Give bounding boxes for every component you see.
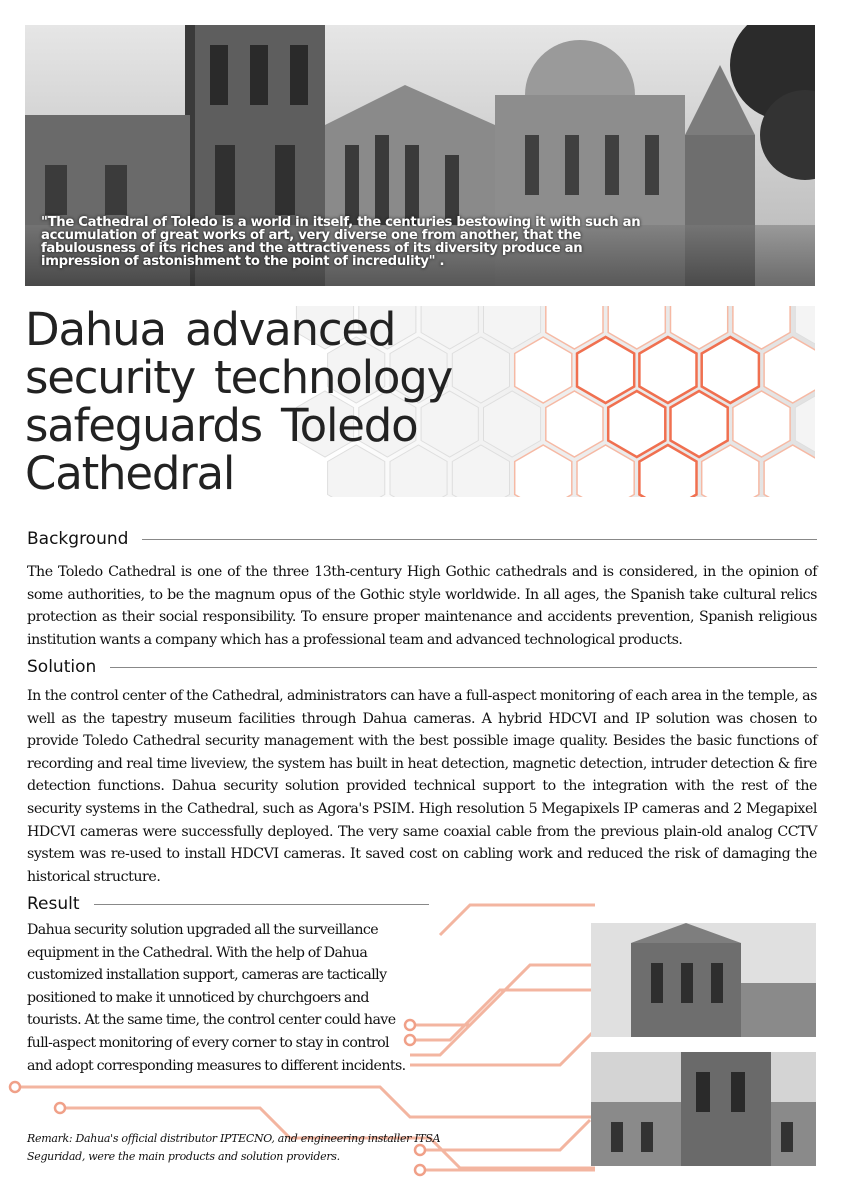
section-heading-solution — [27, 657, 817, 677]
page-title: Dahua advanced security technology safeguards Toledo Cathedral — [25, 306, 453, 497]
title-band — [25, 306, 815, 497]
hexagon-cell — [639, 445, 696, 497]
hexagon-cell — [764, 445, 815, 497]
hexagon-cell — [515, 445, 572, 497]
hero-photo — [25, 25, 815, 286]
hexagon-cell — [764, 337, 815, 403]
hexagon-cell — [577, 337, 634, 403]
section-heading-background — [27, 529, 817, 549]
facade-illustration — [591, 1052, 816, 1166]
solution-text: In the control center of the Cathedral, administrators can have a full-aspect monitoring of each area in the temple, as well as the tapestry museum facilities through Dahua cameras. A hybrid HDCVI and IP solution was chosen to provide Toledo Cathedral security management with the best possible image quality. Besides the basic functions of recording and real time liveview, the system has built in heat detection, magnetic detection, intruder detection & fire detection functions. Dahua security solution provided technical support to the integration with the rest of the security systems in the Cathedral, such as Agora's PSIM. High resolution 5 Megapixels IP cameras and 2 Megapixel HDCVI cameras were successfully deployed. The very same coaxial cable from the previous plain-old analog CCTV system was re-used to install HDCVI cameras. It saved cost on cabling work and reduced the risk of damaging the historical structure. — [27, 688, 817, 885]
background-text: The Toledo Cathedral is one of the three 13th-century High Gothic cathedrals and is considered, in the opinion of some authorities, to be the magnum opus of the Gothic style worldwide. In all ages, the Spanish take cultural relics protection as their social responsibility. To ensure proper maintenance and accidents prevention, Spanish religious institution wants a company which has a professional team and advanced technological products. — [27, 564, 817, 648]
cathedral-tower-photo — [591, 923, 816, 1037]
hexagon-cell — [515, 337, 572, 403]
hexagon-cell — [733, 391, 790, 457]
hexagon-cell — [546, 391, 603, 457]
result-text: Dahua security solution upgraded all the surveillance equipment in the Cathedral. With the help of Dahua customized installation support, cameras are tactically positioned to make it unnoticed by churchgoers and tourists. At the same time, the control center could have full-aspect monitoring of every corner to stay in control and adopt corresponding measures to different incidents. — [27, 922, 406, 1074]
background-heading: Background — [27, 529, 129, 549]
hexagon-cell — [608, 391, 665, 457]
result-heading: Result — [27, 894, 80, 914]
remark-note: Remark: Dahua's official distributor IPTECNO, and engineering installer ITSA Seguridad, were the main products and solution providers. — [27, 1132, 441, 1163]
hexagon-cell — [702, 445, 759, 497]
hexagon-cell — [577, 445, 634, 497]
tower-illustration — [591, 923, 816, 1037]
solution-heading: Solution — [27, 657, 97, 677]
hexagon-cell — [702, 337, 759, 403]
hexagon-cell — [639, 337, 696, 403]
hero-quote: "The Cathedral of Toledo is a world in itself, the centuries bestowing it with such an accumulation of great works of art, very diverse one from another, that the fabulousness of its riches and the attractiveness of its diversity produce an impression of astonishment to the point of incredulity" . — [41, 215, 641, 269]
hexagon-cell — [671, 391, 728, 457]
cathedral-facade-photo — [591, 1052, 816, 1166]
heading-rule — [110, 667, 817, 668]
hexagon-cell — [795, 391, 815, 457]
heading-rule — [142, 539, 817, 540]
